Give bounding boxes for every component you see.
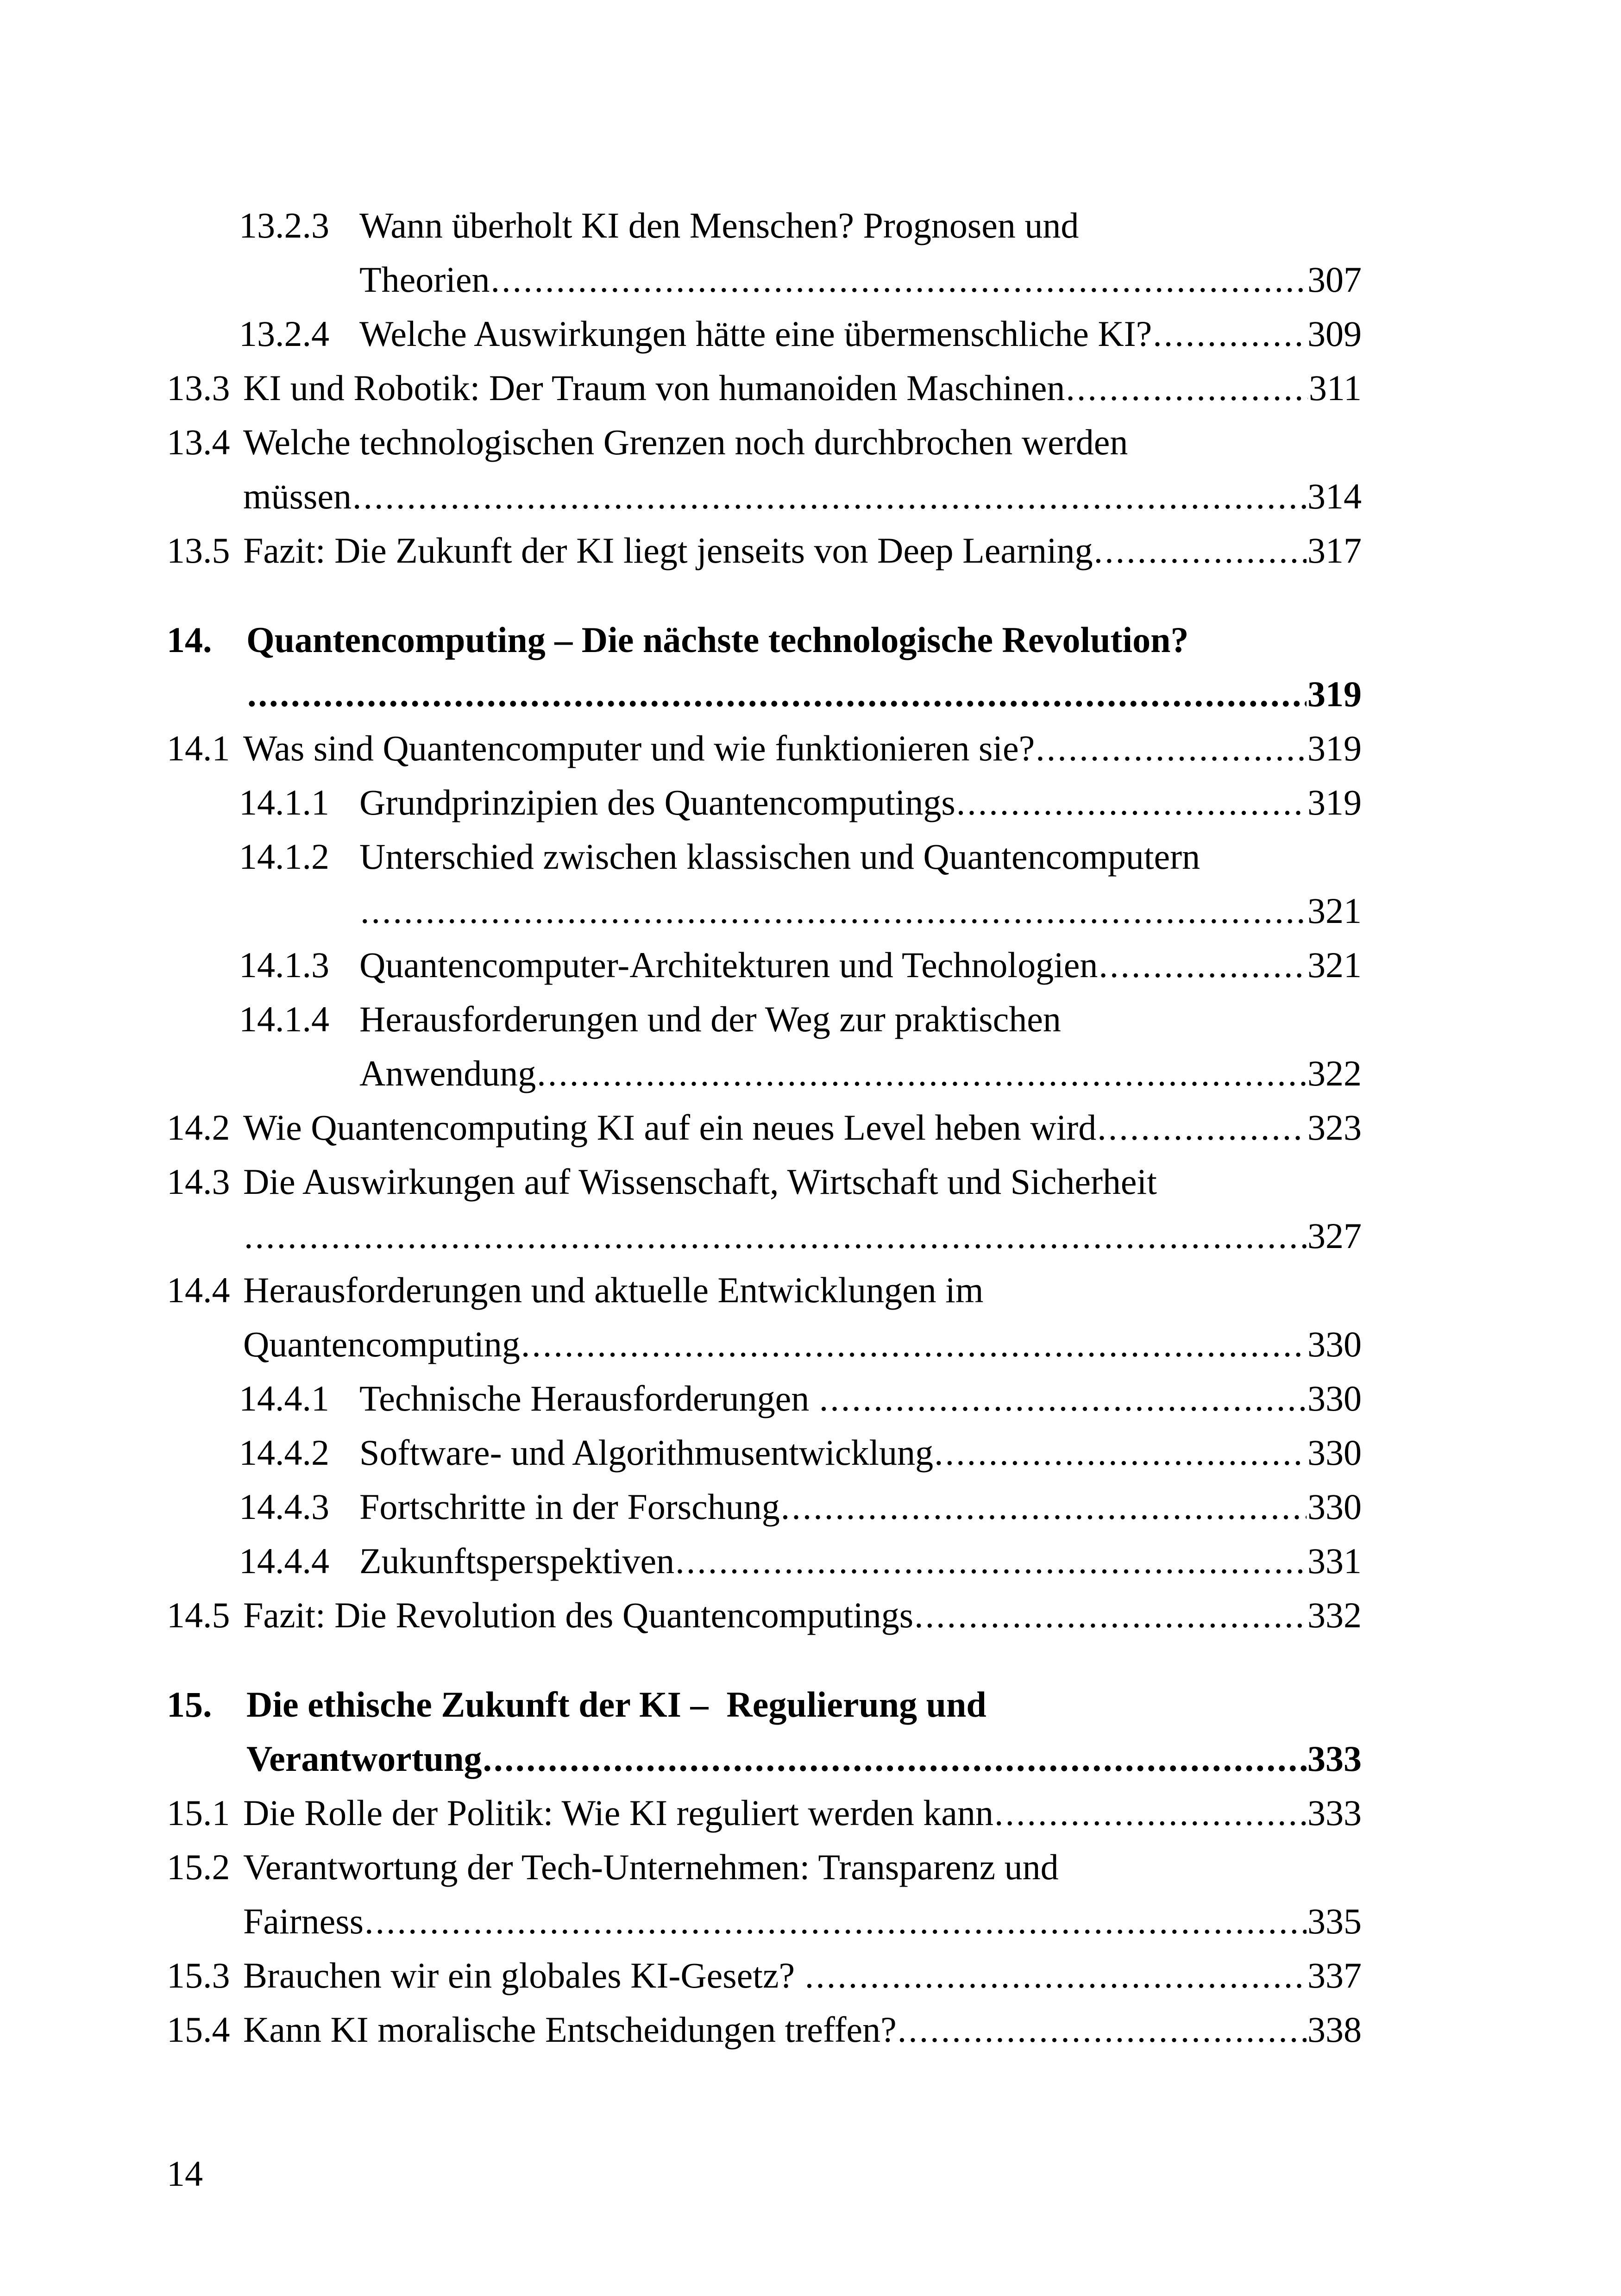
toc-entry xyxy=(239,307,1362,361)
toc-line xyxy=(243,1209,1362,1263)
toc-line xyxy=(239,829,1362,884)
toc-line xyxy=(243,1317,1362,1371)
toc-entry xyxy=(239,992,1362,1100)
toc-page-number: 337 xyxy=(1307,1955,1362,1995)
dot-leader xyxy=(1099,938,1307,992)
toc-page-number: 309 xyxy=(1307,314,1362,354)
toc-line xyxy=(167,2002,1362,2057)
toc-entry xyxy=(167,1786,1362,1840)
toc-page-number: 314 xyxy=(1307,476,1362,516)
toc-entry-number: 14.4.4 xyxy=(239,1541,329,1581)
toc-entry-title: Grundprinzipien des Quantencomputings xyxy=(359,782,955,822)
toc-entry xyxy=(167,1154,1362,1263)
toc-entry-number: 14.4.2 xyxy=(239,1432,329,1473)
toc-line xyxy=(239,307,1362,361)
toc-page-number: 307 xyxy=(1307,259,1362,300)
dot-leader xyxy=(898,2002,1307,2057)
dot-leader xyxy=(521,1317,1307,1371)
toc-line xyxy=(167,1948,1362,2002)
toc-entry-number: 14.1.1 xyxy=(239,782,329,822)
toc-line xyxy=(167,523,1362,577)
toc-entry-title: Quantencomputing – Die nächste technologische Revolution? xyxy=(246,620,1189,660)
page-footer-number: 14 xyxy=(167,2153,203,2194)
toc-entry-title: Fairness xyxy=(243,1901,364,1941)
dot-leader xyxy=(483,1731,1307,1786)
toc-line xyxy=(239,775,1362,829)
toc-line xyxy=(167,361,1362,415)
dot-leader xyxy=(352,469,1307,523)
dot-leader xyxy=(491,252,1307,307)
toc-entry xyxy=(167,1840,1362,1948)
toc-entry-number: 15. xyxy=(167,1684,212,1725)
toc-entry-title: Quantencomputer-Architekturen und Technologien xyxy=(359,945,1098,985)
toc-entry xyxy=(167,523,1362,577)
toc-page-number: 319 xyxy=(1307,674,1362,714)
toc-line xyxy=(167,1786,1362,1840)
toc-page-number: 317 xyxy=(1307,530,1362,571)
toc-page-number: 330 xyxy=(1307,1378,1362,1418)
dot-leader xyxy=(364,1894,1307,1948)
toc-entry-number: 13.2.4 xyxy=(239,314,329,354)
toc-entry-title: Herausforderungen und aktuelle Entwicklungen im xyxy=(243,1270,984,1310)
toc-entry-number: 13.2.3 xyxy=(239,205,329,245)
toc-line xyxy=(167,1677,1362,1731)
toc-entry-number: 14.3 xyxy=(167,1161,230,1202)
dot-leader xyxy=(1066,361,1308,415)
toc-entry-title: Was sind Quantencomputer und wie funktionieren sie? xyxy=(243,728,1035,768)
toc-entry-number: 14.4.1 xyxy=(239,1378,329,1418)
toc-entry-title: Kann KI moralische Entscheidungen treffen? xyxy=(243,2009,897,2050)
toc-entry-title: Fazit: Die Revolution des Quantencomputings xyxy=(243,1595,914,1635)
toc-chapter-entry xyxy=(167,613,1362,721)
toc-line xyxy=(167,1263,1362,1317)
toc-page-number: 333 xyxy=(1307,1738,1362,1779)
toc-entry-title: Brauchen wir ein globales KI-Gesetz? xyxy=(243,1955,804,1995)
toc-line xyxy=(239,938,1362,992)
toc-entry xyxy=(167,361,1362,415)
toc-line xyxy=(167,415,1362,469)
toc-entry-number: 14.1.2 xyxy=(239,836,329,877)
toc-entry-title: Welche technologischen Grenzen noch durchbrochen werden xyxy=(243,422,1128,462)
toc-page-number: 338 xyxy=(1307,2009,1362,2050)
toc-line xyxy=(359,884,1362,938)
toc-entry xyxy=(239,829,1362,938)
toc-entry-number: 14. xyxy=(167,620,212,660)
dot-leader xyxy=(247,667,1307,721)
toc-entry xyxy=(239,938,1362,992)
dot-leader xyxy=(914,1588,1307,1642)
table-of-contents xyxy=(167,198,1362,2057)
toc-entry-title: Welche Auswirkungen hätte eine übermenschliche KI? xyxy=(359,314,1152,354)
toc-entry-number: 15.1 xyxy=(167,1793,230,1833)
toc-page-number: 321 xyxy=(1307,891,1362,931)
toc-entry-title: Software- und Algorithmusentwicklung xyxy=(359,1432,934,1473)
toc-entry-title: Verantwortung xyxy=(246,1738,482,1779)
toc-entry xyxy=(167,2002,1362,2057)
toc-page-number: 330 xyxy=(1307,1324,1362,1364)
toc-entry-number: 14.1.4 xyxy=(239,999,329,1039)
dot-leader xyxy=(360,884,1307,938)
toc-line xyxy=(243,469,1362,523)
toc-entry-number: 14.5 xyxy=(167,1595,230,1635)
toc-entry-title: Wie Quantencomputing KI auf ein neues Level heben wird xyxy=(243,1107,1097,1148)
toc-line xyxy=(359,1046,1362,1100)
toc-chapter-entry xyxy=(167,1677,1362,1786)
dot-leader xyxy=(1094,523,1307,577)
toc-page-number: 319 xyxy=(1307,782,1362,822)
toc-entry-title: Herausforderungen und der Weg zur praktischen xyxy=(359,999,1061,1039)
toc-entry-number: 15.2 xyxy=(167,1847,230,1887)
toc-entry-number: 14.1.3 xyxy=(239,945,329,985)
toc-line xyxy=(239,1480,1362,1534)
toc-line xyxy=(243,1894,1362,1948)
toc-line xyxy=(246,667,1362,721)
toc-entry-number: 13.3 xyxy=(167,368,230,408)
toc-entry xyxy=(239,1534,1362,1588)
dot-leader xyxy=(1097,1100,1307,1154)
toc-line xyxy=(167,613,1362,667)
dot-leader xyxy=(675,1534,1307,1588)
toc-entry xyxy=(167,1588,1362,1642)
toc-entry-number: 14.4 xyxy=(167,1270,230,1310)
dot-leader xyxy=(956,775,1307,829)
toc-entry-title: Anwendung xyxy=(359,1053,536,1093)
toc-entry xyxy=(239,1480,1362,1534)
dot-leader xyxy=(1153,307,1307,361)
toc-line xyxy=(167,1588,1362,1642)
toc-entry xyxy=(167,1100,1362,1154)
toc-line xyxy=(359,252,1362,307)
toc-entry-title: müssen xyxy=(243,476,352,516)
toc-entry-title: Zukunftsperspektiven xyxy=(359,1541,675,1581)
toc-entry-title: Verantwortung der Tech-Unternehmen: Transparenz und xyxy=(243,1847,1059,1887)
dot-leader xyxy=(244,1209,1307,1263)
toc-page-number: 322 xyxy=(1307,1053,1362,1093)
toc-entry-number: 15.3 xyxy=(167,1955,230,1995)
dot-leader xyxy=(1036,721,1307,775)
toc-entry-title: Unterschied zwischen klassischen und Quantencomputern xyxy=(359,836,1200,877)
toc-line xyxy=(239,1371,1362,1425)
toc-line xyxy=(239,198,1362,252)
toc-line xyxy=(239,992,1362,1046)
toc-page-number: 319 xyxy=(1307,728,1362,768)
toc-entry-number: 13.5 xyxy=(167,530,230,571)
toc-entry-title: Die ethische Zukunft der KI – Regulierung und xyxy=(246,1684,986,1725)
dot-leader xyxy=(781,1480,1307,1534)
toc-line xyxy=(167,1100,1362,1154)
toc-line xyxy=(167,721,1362,775)
toc-entry xyxy=(239,198,1362,307)
toc-entry-title: Quantencomputing xyxy=(243,1324,520,1364)
toc-line xyxy=(167,1840,1362,1894)
toc-line xyxy=(239,1534,1362,1588)
toc-entry-title: Fortschritte in der Forschung xyxy=(359,1487,780,1527)
dot-leader xyxy=(537,1046,1307,1100)
dot-leader xyxy=(805,1948,1307,2002)
toc-entry-title: Theorien xyxy=(359,259,490,300)
toc-entry-number: 14.2 xyxy=(167,1107,230,1148)
toc-entry-number: 15.4 xyxy=(167,2009,230,2050)
toc-entry xyxy=(167,415,1362,523)
toc-entry-title: Die Rolle der Politik: Wie KI reguliert werden kann xyxy=(243,1793,993,1833)
toc-entry-title: Technische Herausforderungen xyxy=(359,1378,818,1418)
toc-line xyxy=(239,1425,1362,1480)
toc-page-number: 323 xyxy=(1307,1107,1362,1148)
toc-entry xyxy=(167,1948,1362,2002)
toc-entry xyxy=(167,1263,1362,1371)
dot-leader xyxy=(934,1425,1307,1480)
toc-entry xyxy=(167,721,1362,775)
toc-page-number: 330 xyxy=(1307,1432,1362,1473)
toc-page-number: 327 xyxy=(1307,1216,1362,1256)
toc-page-number: 332 xyxy=(1307,1595,1362,1635)
toc-page-number: 335 xyxy=(1307,1901,1362,1941)
toc-entry-title: Die Auswirkungen auf Wissenschaft, Wirtschaft und Sicherheit xyxy=(243,1161,1157,1202)
toc-page-number: 321 xyxy=(1307,945,1362,985)
toc-entry-number: 14.4.3 xyxy=(239,1487,329,1527)
toc-entry-number: 13.4 xyxy=(167,422,230,462)
toc-page-number: 333 xyxy=(1307,1793,1362,1833)
dot-leader xyxy=(819,1371,1307,1425)
dot-leader xyxy=(994,1786,1307,1840)
toc-line xyxy=(246,1731,1362,1786)
toc-entry-number: 14.1 xyxy=(167,728,230,768)
toc-page-number: 330 xyxy=(1307,1487,1362,1527)
toc-entry xyxy=(239,1425,1362,1480)
toc-entry-title: KI und Robotik: Der Traum von humanoiden Maschinen xyxy=(243,368,1065,408)
toc-entry-title: Wann überholt KI den Menschen? Prognosen und xyxy=(359,205,1079,245)
toc-page-number: 311 xyxy=(1308,368,1362,408)
toc-entry-title: Fazit: Die Zukunft der KI liegt jenseits von Deep Learning xyxy=(243,530,1093,571)
toc-page-number: 331 xyxy=(1307,1541,1362,1581)
toc-line xyxy=(167,1154,1362,1209)
toc-entry xyxy=(239,1371,1362,1425)
toc-entry xyxy=(239,775,1362,829)
